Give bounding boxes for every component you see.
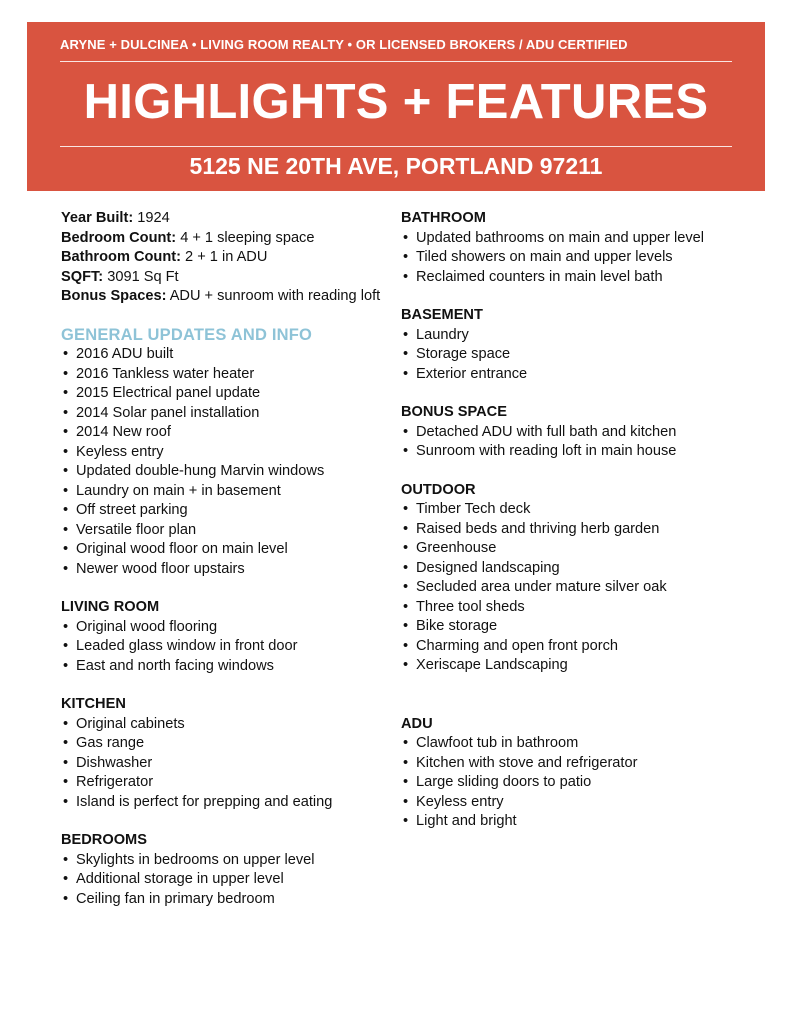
list-item: • Additional storage in upper level	[61, 870, 381, 890]
list-item: • Detached ADU with full bath and kitchen	[401, 423, 741, 443]
property-facts	[61, 209, 381, 307]
list-item: • Bike storage	[401, 617, 741, 637]
header-banner	[27, 22, 765, 191]
list-item: • Original cabinets	[61, 715, 381, 735]
list-item: • Laundry	[401, 326, 741, 346]
list-item: • Laundry on main + in basement	[61, 482, 381, 502]
list-item: • Clawfoot tub in bathroom	[401, 734, 741, 754]
list-item: • Versatile floor plan	[61, 521, 381, 541]
property-address: 5125 NE 20TH AVE, PORTLAND 97211	[189, 153, 603, 179]
section-title-kitchen: KITCHEN	[61, 696, 126, 712]
list-item: • Updated double-hung Marvin windows	[61, 462, 381, 482]
general-list	[61, 345, 381, 579]
fact-bonus-spaces: Bonus Spaces: ADU + sunroom with reading loft	[61, 288, 381, 304]
brokers-line: ARYNE + DULCINEA • LIVING ROOM REALTY • OR LICENSED BROKERS / ADU CERTIFIED	[60, 37, 628, 52]
living-room-list	[61, 618, 381, 677]
divider	[60, 146, 732, 147]
list-item: • Leaded glass window in front door	[61, 637, 381, 657]
page-title: HIGHLIGHTS + FEATURES	[83, 75, 709, 129]
list-item: • Greenhouse	[401, 539, 741, 559]
list-item: • East and north facing windows	[61, 657, 381, 677]
section-title-basement: BASEMENT	[401, 307, 483, 323]
list-item: • 2014 New roof	[61, 423, 381, 443]
list-item: • 2014 Solar panel installation	[61, 404, 381, 424]
outdoor-list	[401, 500, 741, 676]
list-item: • Light and bright	[401, 812, 741, 832]
fact-sqft: SQFT: 3091 Sq Ft	[61, 268, 179, 285]
fact-year-built: Year Built: 1924	[61, 210, 170, 226]
section-title-living-room: LIVING ROOM	[61, 599, 160, 615]
section-title-bedrooms: BEDROOMS	[61, 832, 147, 848]
list-item: • 2015 Electrical panel update	[61, 384, 381, 404]
list-item: • Keyless entry	[401, 793, 741, 813]
list-item: • Original wood flooring	[61, 618, 381, 638]
list-item: • Off street parking	[61, 501, 381, 521]
list-item: • Original wood floor on main level	[61, 540, 381, 560]
list-item: • Exterior entrance	[401, 365, 741, 385]
section-title-outdoor: OUTDOOR	[401, 481, 476, 498]
bedrooms-list	[61, 851, 381, 910]
list-item: • Tiled showers on main and upper levels	[401, 248, 741, 268]
divider	[60, 61, 732, 62]
bonus-space-list	[401, 423, 741, 462]
basement-list	[401, 326, 741, 385]
list-item: • Storage space	[401, 345, 741, 365]
list-item: • Keyless entry	[61, 443, 381, 463]
list-item: • Newer wood floor upstairs	[61, 560, 381, 580]
list-item: • 2016 ADU built	[61, 345, 381, 365]
right-column	[401, 209, 741, 832]
list-item: • Dishwasher	[61, 754, 381, 774]
bathroom-list	[401, 229, 741, 288]
list-item: • Updated bathrooms on main and upper level	[401, 229, 741, 249]
list-item: • Designed landscaping	[401, 559, 741, 579]
list-item: • Skylights in bedrooms on upper level	[61, 851, 381, 871]
list-item: • Large sliding doors to patio	[401, 773, 741, 793]
list-item: • Three tool sheds	[401, 598, 741, 618]
fact-bedrooms: Bedroom Count: 4 + 1 sleeping space	[61, 229, 315, 246]
list-item: • Refrigerator	[61, 773, 381, 793]
section-title-adu: ADU	[401, 715, 433, 732]
list-item: • 2016 Tankless water heater	[61, 365, 381, 385]
kitchen-list	[61, 715, 381, 813]
list-item: • Timber Tech deck	[401, 500, 741, 520]
section-title-bonus-space: BONUS SPACE	[401, 404, 507, 420]
list-item: • Island is perfect for prepping and eating	[61, 793, 381, 813]
list-item: • Gas range	[61, 734, 381, 754]
adu-list	[401, 734, 741, 832]
list-item: • Kitchen with stove and refrigerator	[401, 754, 741, 774]
list-item: • Reclaimed counters in main level bath	[401, 268, 741, 288]
list-item: • Charming and open front porch	[401, 637, 741, 657]
section-title-general: GENERAL UPDATES AND INFO	[61, 325, 313, 344]
left-column	[61, 209, 381, 909]
fact-bathrooms: Bathroom Count: 2 + 1 in ADU	[61, 249, 268, 265]
list-item: • Sunroom with reading loft in main house	[401, 442, 741, 462]
list-item: • Ceiling fan in primary bedroom	[61, 890, 381, 910]
section-title-bathroom: BATHROOM	[401, 210, 486, 226]
list-item: • Secluded area under mature silver oak	[401, 578, 741, 598]
list-item: • Raised beds and thriving herb garden	[401, 520, 741, 540]
list-item: • Xeriscape Landscaping	[401, 656, 741, 676]
